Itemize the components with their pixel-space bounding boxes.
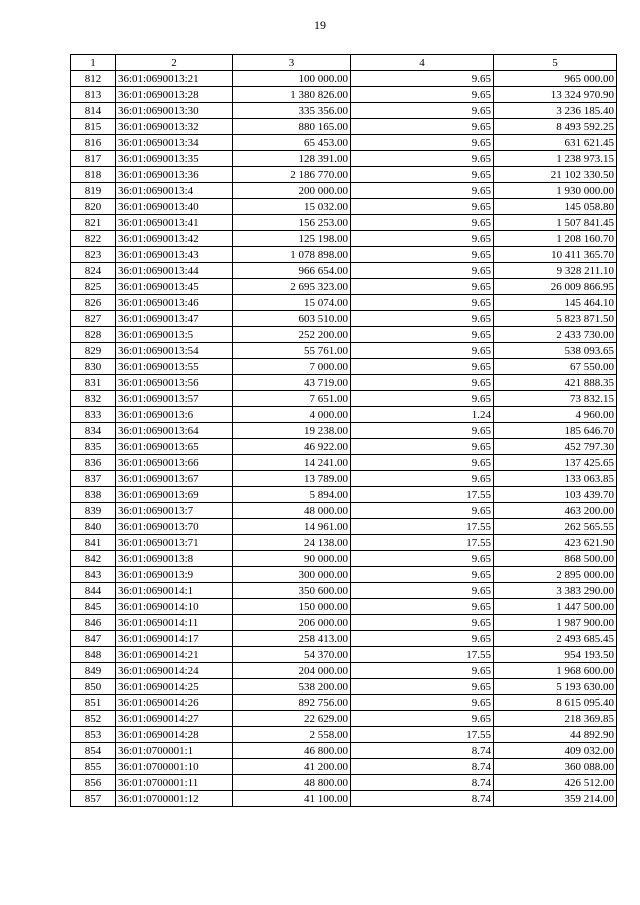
rate-value-cell: 9.65 <box>351 231 494 247</box>
rate-value-cell: 9.65 <box>351 103 494 119</box>
cadastral-number-cell: 36:01:0690013:41 <box>116 215 233 231</box>
cadastral-number-cell: 36:01:0690013:34 <box>116 135 233 151</box>
rate-value-cell: 9.65 <box>351 471 494 487</box>
cadastral-number-cell: 36:01:0690014:24 <box>116 663 233 679</box>
total-value-cell: 103 439.70 <box>494 487 617 503</box>
total-value-cell: 452 797.30 <box>494 439 617 455</box>
rate-value-cell: 8.74 <box>351 775 494 791</box>
table-row <box>71 743 617 759</box>
table-row <box>71 615 617 631</box>
table-row <box>71 663 617 679</box>
cadastral-number-cell: 36:01:0690013:64 <box>116 423 233 439</box>
area-value-cell: 55 761.00 <box>233 343 351 359</box>
cadastral-number-cell: 36:01:0700001:11 <box>116 775 233 791</box>
total-value-cell: 21 102 330.50 <box>494 167 617 183</box>
rate-value-cell: 9.65 <box>351 215 494 231</box>
area-value-cell: 252 200.00 <box>233 327 351 343</box>
row-number-cell: 835 <box>71 439 116 455</box>
cadastral-number-cell: 36:01:0690013:69 <box>116 487 233 503</box>
row-number-cell: 823 <box>71 247 116 263</box>
total-value-cell: 423 621.90 <box>494 535 617 551</box>
rate-value-cell: 17.55 <box>351 647 494 663</box>
area-value-cell: 48 000.00 <box>233 503 351 519</box>
total-value-cell: 4 960.00 <box>494 407 617 423</box>
total-value-cell: 26 009 866.95 <box>494 279 617 295</box>
total-value-cell: 13 324 970.90 <box>494 87 617 103</box>
cadastral-number-cell: 36:01:0690014:17 <box>116 631 233 647</box>
column-header-4: 4 <box>351 55 494 71</box>
cadastral-number-cell: 36:01:0690013:5 <box>116 327 233 343</box>
row-number-cell: 819 <box>71 183 116 199</box>
cadastral-number-cell: 36:01:0690013:70 <box>116 519 233 535</box>
row-number-cell: 826 <box>71 295 116 311</box>
cadastral-number-cell: 36:01:0690013:43 <box>116 247 233 263</box>
rate-value-cell: 9.65 <box>351 455 494 471</box>
table-row <box>71 87 617 103</box>
row-number-cell: 827 <box>71 311 116 327</box>
cadastral-number-cell: 36:01:0690013:32 <box>116 119 233 135</box>
total-value-cell: 965 000.00 <box>494 71 617 87</box>
rate-value-cell: 9.65 <box>351 311 494 327</box>
row-number-cell: 843 <box>71 567 116 583</box>
row-number-cell: 850 <box>71 679 116 695</box>
table-row <box>71 295 617 311</box>
cadastral-number-cell: 36:01:0690013:57 <box>116 391 233 407</box>
area-value-cell: 2 186 770.00 <box>233 167 351 183</box>
rate-value-cell: 9.65 <box>351 583 494 599</box>
row-number-cell: 829 <box>71 343 116 359</box>
row-number-cell: 832 <box>71 391 116 407</box>
cadastral-number-cell: 36:01:0690013:28 <box>116 87 233 103</box>
rate-value-cell: 9.65 <box>351 263 494 279</box>
cadastral-number-cell: 36:01:0690014:21 <box>116 647 233 663</box>
area-value-cell: 125 198.00 <box>233 231 351 247</box>
area-value-cell: 7 000.00 <box>233 359 351 375</box>
total-value-cell: 262 565.55 <box>494 519 617 535</box>
cadastral-number-cell: 36:01:0700001:12 <box>116 791 233 807</box>
rate-value-cell: 9.65 <box>351 615 494 631</box>
rate-value-cell: 9.65 <box>351 183 494 199</box>
table-row <box>71 327 617 343</box>
table-row <box>71 647 617 663</box>
column-header-5: 5 <box>494 55 617 71</box>
table-row <box>71 775 617 791</box>
rate-value-cell: 9.65 <box>351 679 494 695</box>
cadastral-number-cell: 36:01:0690013:66 <box>116 455 233 471</box>
page-number: 19 <box>314 18 326 32</box>
rate-value-cell: 9.65 <box>351 631 494 647</box>
cadastral-number-cell: 36:01:0690014:28 <box>116 727 233 743</box>
row-number-cell: 817 <box>71 151 116 167</box>
row-number-cell: 815 <box>71 119 116 135</box>
total-value-cell: 868 500.00 <box>494 551 617 567</box>
table-row <box>71 439 617 455</box>
row-number-cell: 855 <box>71 759 116 775</box>
area-value-cell: 966 654.00 <box>233 263 351 279</box>
area-value-cell: 14 241.00 <box>233 455 351 471</box>
row-number-cell: 853 <box>71 727 116 743</box>
cadastral-number-cell: 36:01:0690013:9 <box>116 567 233 583</box>
area-value-cell: 13 789.00 <box>233 471 351 487</box>
rate-value-cell: 8.74 <box>351 791 494 807</box>
column-header-1: 1 <box>71 55 116 71</box>
row-number-cell: 854 <box>71 743 116 759</box>
area-value-cell: 41 100.00 <box>233 791 351 807</box>
table-row <box>71 695 617 711</box>
cadastral-number-cell: 36:01:0690013:67 <box>116 471 233 487</box>
table-row <box>71 215 617 231</box>
table-row <box>71 247 617 263</box>
rate-value-cell: 9.65 <box>351 423 494 439</box>
cadastral-number-cell: 36:01:0690013:35 <box>116 151 233 167</box>
cadastral-number-cell: 36:01:0690013:54 <box>116 343 233 359</box>
rate-value-cell: 9.65 <box>351 199 494 215</box>
rate-value-cell: 9.65 <box>351 279 494 295</box>
total-value-cell: 463 200.00 <box>494 503 617 519</box>
area-value-cell: 14 961.00 <box>233 519 351 535</box>
total-value-cell: 1 968 600.00 <box>494 663 617 679</box>
total-value-cell: 631 621.45 <box>494 135 617 151</box>
area-value-cell: 43 719.00 <box>233 375 351 391</box>
rate-value-cell: 9.65 <box>351 247 494 263</box>
row-number-cell: 821 <box>71 215 116 231</box>
cadastral-number-cell: 36:01:0690013:6 <box>116 407 233 423</box>
total-value-cell: 218 369.85 <box>494 711 617 727</box>
table-row <box>71 535 617 551</box>
rate-value-cell: 9.65 <box>351 343 494 359</box>
area-value-cell: 19 238.00 <box>233 423 351 439</box>
table-row <box>71 519 617 535</box>
area-value-cell: 2 558.00 <box>233 727 351 743</box>
total-value-cell: 538 093.65 <box>494 343 617 359</box>
rate-value-cell: 9.65 <box>351 695 494 711</box>
table-row <box>71 343 617 359</box>
table-row <box>71 135 617 151</box>
row-number-cell: 838 <box>71 487 116 503</box>
area-value-cell: 150 000.00 <box>233 599 351 615</box>
rate-value-cell: 9.65 <box>351 71 494 87</box>
total-value-cell: 8 493 592.25 <box>494 119 617 135</box>
table-row <box>71 583 617 599</box>
row-number-cell: 841 <box>71 535 116 551</box>
table-row <box>71 455 617 471</box>
rate-value-cell: 9.65 <box>351 135 494 151</box>
area-value-cell: 206 000.00 <box>233 615 351 631</box>
column-header-2: 2 <box>116 55 233 71</box>
total-value-cell: 426 512.00 <box>494 775 617 791</box>
area-value-cell: 258 413.00 <box>233 631 351 647</box>
row-number-cell: 837 <box>71 471 116 487</box>
row-number-cell: 825 <box>71 279 116 295</box>
cadastral-number-cell: 36:01:0690013:8 <box>116 551 233 567</box>
rate-value-cell: 9.65 <box>351 567 494 583</box>
table-row <box>71 503 617 519</box>
rate-value-cell: 9.65 <box>351 663 494 679</box>
row-number-cell: 844 <box>71 583 116 599</box>
total-value-cell: 5 823 871.50 <box>494 311 617 327</box>
table-row <box>71 279 617 295</box>
cadastral-number-cell: 36:01:0690013:7 <box>116 503 233 519</box>
area-value-cell: 5 894.00 <box>233 487 351 503</box>
rate-value-cell: 9.65 <box>351 599 494 615</box>
area-value-cell: 46 922.00 <box>233 439 351 455</box>
row-number-cell: 816 <box>71 135 116 151</box>
table-row <box>71 151 617 167</box>
row-number-cell: 845 <box>71 599 116 615</box>
cadastral-number-cell: 36:01:0700001:10 <box>116 759 233 775</box>
row-number-cell: 822 <box>71 231 116 247</box>
table-row <box>71 311 617 327</box>
cadastral-number-cell: 36:01:0690013:56 <box>116 375 233 391</box>
rate-value-cell: 17.55 <box>351 487 494 503</box>
area-value-cell: 46 800.00 <box>233 743 351 759</box>
area-value-cell: 156 253.00 <box>233 215 351 231</box>
rate-value-cell: 9.65 <box>351 359 494 375</box>
total-value-cell: 3 236 185.40 <box>494 103 617 119</box>
area-value-cell: 54 370.00 <box>233 647 351 663</box>
cadastral-number-cell: 36:01:0690013:65 <box>116 439 233 455</box>
table-row <box>71 727 617 743</box>
cadastral-number-cell: 36:01:0700001:1 <box>116 743 233 759</box>
row-number-cell: 820 <box>71 199 116 215</box>
table-body <box>71 71 617 807</box>
row-number-cell: 846 <box>71 615 116 631</box>
rate-value-cell: 9.65 <box>351 151 494 167</box>
row-number-cell: 833 <box>71 407 116 423</box>
rate-value-cell: 8.74 <box>351 743 494 759</box>
table-row <box>71 199 617 215</box>
area-value-cell: 65 453.00 <box>233 135 351 151</box>
table-row <box>71 759 617 775</box>
total-value-cell: 2 433 730.00 <box>494 327 617 343</box>
total-value-cell: 185 646.70 <box>494 423 617 439</box>
cadastral-number-cell: 36:01:0690014:27 <box>116 711 233 727</box>
cadastral-number-cell: 36:01:0690013:71 <box>116 535 233 551</box>
row-number-cell: 830 <box>71 359 116 375</box>
total-value-cell: 2 493 685.45 <box>494 631 617 647</box>
cadastral-number-cell: 36:01:0690013:45 <box>116 279 233 295</box>
cadastral-number-cell: 36:01:0690013:21 <box>116 71 233 87</box>
cadastral-number-cell: 36:01:0690013:4 <box>116 183 233 199</box>
row-number-cell: 852 <box>71 711 116 727</box>
area-value-cell: 48 800.00 <box>233 775 351 791</box>
area-value-cell: 4 000.00 <box>233 407 351 423</box>
area-value-cell: 204 000.00 <box>233 663 351 679</box>
area-value-cell: 1 078 898.00 <box>233 247 351 263</box>
row-number-cell: 851 <box>71 695 116 711</box>
cadastral-number-cell: 36:01:0690013:44 <box>116 263 233 279</box>
rate-value-cell: 17.55 <box>351 727 494 743</box>
total-value-cell: 9 328 211.10 <box>494 263 617 279</box>
area-value-cell: 128 391.00 <box>233 151 351 167</box>
cadastral-number-cell: 36:01:0690013:46 <box>116 295 233 311</box>
cadastral-number-cell: 36:01:0690013:40 <box>116 199 233 215</box>
table-row <box>71 791 617 807</box>
row-number-cell: 812 <box>71 71 116 87</box>
area-value-cell: 15 074.00 <box>233 295 351 311</box>
cadastral-number-cell: 36:01:0690014:25 <box>116 679 233 695</box>
total-value-cell: 145 464.10 <box>494 295 617 311</box>
rate-value-cell: 9.65 <box>351 375 494 391</box>
rate-value-cell: 17.55 <box>351 519 494 535</box>
table-row <box>71 183 617 199</box>
cadastral-number-cell: 36:01:0690014:1 <box>116 583 233 599</box>
rate-value-cell: 9.65 <box>351 295 494 311</box>
area-value-cell: 15 032.00 <box>233 199 351 215</box>
table-row <box>71 599 617 615</box>
total-value-cell: 409 032.00 <box>494 743 617 759</box>
rate-value-cell: 9.65 <box>351 439 494 455</box>
cadastral-number-cell: 36:01:0690014:26 <box>116 695 233 711</box>
total-value-cell: 421 888.35 <box>494 375 617 391</box>
table-row <box>71 231 617 247</box>
row-number-cell: 818 <box>71 167 116 183</box>
row-number-cell: 848 <box>71 647 116 663</box>
total-value-cell: 3 383 290.00 <box>494 583 617 599</box>
rate-value-cell: 9.65 <box>351 167 494 183</box>
total-value-cell: 1 930 000.00 <box>494 183 617 199</box>
row-number-cell: 834 <box>71 423 116 439</box>
table-row <box>71 567 617 583</box>
total-value-cell: 954 193.50 <box>494 647 617 663</box>
table-row <box>71 471 617 487</box>
area-value-cell: 90 000.00 <box>233 551 351 567</box>
area-value-cell: 100 000.00 <box>233 71 351 87</box>
total-value-cell: 360 088.00 <box>494 759 617 775</box>
total-value-cell: 2 895 000.00 <box>494 567 617 583</box>
area-value-cell: 538 200.00 <box>233 679 351 695</box>
row-number-cell: 842 <box>71 551 116 567</box>
table-row <box>71 487 617 503</box>
row-number-cell: 824 <box>71 263 116 279</box>
total-value-cell: 1 507 841.45 <box>494 215 617 231</box>
row-number-cell: 840 <box>71 519 116 535</box>
total-value-cell: 73 832.15 <box>494 391 617 407</box>
area-value-cell: 880 165.00 <box>233 119 351 135</box>
rate-value-cell: 1.24 <box>351 407 494 423</box>
cadastral-number-cell: 36:01:0690013:47 <box>116 311 233 327</box>
row-number-cell: 814 <box>71 103 116 119</box>
rate-value-cell: 17.55 <box>351 535 494 551</box>
rate-value-cell: 9.65 <box>351 711 494 727</box>
area-value-cell: 300 000.00 <box>233 567 351 583</box>
total-value-cell: 1 447 500.00 <box>494 599 617 615</box>
total-value-cell: 133 063.85 <box>494 471 617 487</box>
area-value-cell: 7 651.00 <box>233 391 351 407</box>
total-value-cell: 8 615 095.40 <box>494 695 617 711</box>
table-row <box>71 423 617 439</box>
row-number-cell: 839 <box>71 503 116 519</box>
row-number-cell: 856 <box>71 775 116 791</box>
row-number-cell: 847 <box>71 631 116 647</box>
cadastral-number-cell: 36:01:0690014:11 <box>116 615 233 631</box>
area-value-cell: 350 600.00 <box>233 583 351 599</box>
table-row <box>71 103 617 119</box>
table-row <box>71 391 617 407</box>
rate-value-cell: 9.65 <box>351 119 494 135</box>
cadastral-number-cell: 36:01:0690013:55 <box>116 359 233 375</box>
area-value-cell: 2 695 323.00 <box>233 279 351 295</box>
row-number-cell: 831 <box>71 375 116 391</box>
area-value-cell: 200 000.00 <box>233 183 351 199</box>
header-row <box>71 55 617 71</box>
rate-value-cell: 8.74 <box>351 759 494 775</box>
total-value-cell: 145 058.80 <box>494 199 617 215</box>
data-table <box>70 54 617 807</box>
table-row <box>71 551 617 567</box>
table-row <box>71 167 617 183</box>
area-value-cell: 335 356.00 <box>233 103 351 119</box>
table-row <box>71 119 617 135</box>
total-value-cell: 10 411 365.70 <box>494 247 617 263</box>
total-value-cell: 1 208 160.70 <box>494 231 617 247</box>
table-row <box>71 263 617 279</box>
area-value-cell: 24 138.00 <box>233 535 351 551</box>
total-value-cell: 1 238 973.15 <box>494 151 617 167</box>
table-row <box>71 407 617 423</box>
rate-value-cell: 9.65 <box>351 391 494 407</box>
column-header-3: 3 <box>233 55 351 71</box>
rate-value-cell: 9.65 <box>351 327 494 343</box>
rate-value-cell: 9.65 <box>351 87 494 103</box>
area-value-cell: 1 380 826.00 <box>233 87 351 103</box>
row-number-cell: 849 <box>71 663 116 679</box>
table-row <box>71 631 617 647</box>
total-value-cell: 137 425.65 <box>494 455 617 471</box>
cadastral-number-cell: 36:01:0690014:10 <box>116 599 233 615</box>
row-number-cell: 836 <box>71 455 116 471</box>
area-value-cell: 603 510.00 <box>233 311 351 327</box>
table-row <box>71 711 617 727</box>
rate-value-cell: 9.65 <box>351 551 494 567</box>
rate-value-cell: 9.65 <box>351 503 494 519</box>
row-number-cell: 813 <box>71 87 116 103</box>
area-value-cell: 892 756.00 <box>233 695 351 711</box>
row-number-cell: 857 <box>71 791 116 807</box>
table-row <box>71 71 617 87</box>
cadastral-number-cell: 36:01:0690013:36 <box>116 167 233 183</box>
table-row <box>71 679 617 695</box>
total-value-cell: 359 214.00 <box>494 791 617 807</box>
total-value-cell: 5 193 630.00 <box>494 679 617 695</box>
cadastral-number-cell: 36:01:0690013:42 <box>116 231 233 247</box>
cadastral-number-cell: 36:01:0690013:30 <box>116 103 233 119</box>
area-value-cell: 22 629.00 <box>233 711 351 727</box>
row-number-cell: 828 <box>71 327 116 343</box>
total-value-cell: 44 892.90 <box>494 727 617 743</box>
total-value-cell: 67 550.00 <box>494 359 617 375</box>
total-value-cell: 1 987 900.00 <box>494 615 617 631</box>
table-row <box>71 375 617 391</box>
table-row <box>71 359 617 375</box>
area-value-cell: 41 200.00 <box>233 759 351 775</box>
